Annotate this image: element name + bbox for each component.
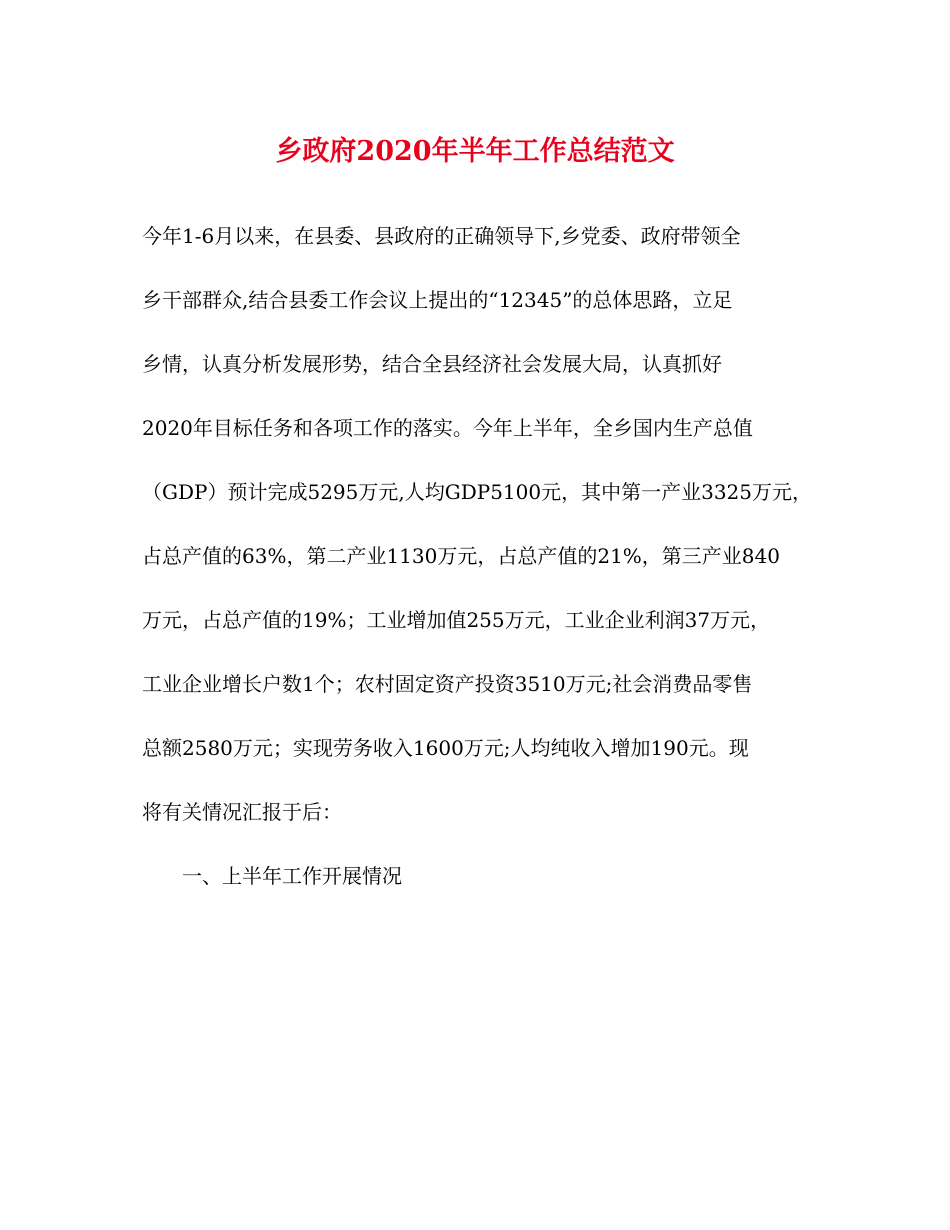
paragraph-line-9: 总额2580万元；实现劳务收入1600万元;人均纯收入增加190元。现: [142, 736, 749, 760]
paragraph-line-2: 乡干部群众,结合县委工作会议上提出的“12345”的总体思路，立足: [142, 288, 733, 312]
paragraph-line-7: 万元，占总产值的19%；工业增加值255万元，工业企业利润37万元，: [142, 608, 771, 632]
paragraph-line-10: 将有关情况汇报于后：: [142, 800, 342, 824]
paragraph-line-1: 今年1-6月以来，在县委、县政府的正确领导下,乡党委、政府带领全: [142, 224, 741, 248]
document-body: [142, 214, 832, 918]
paragraph-line-8: 工业企业增长户数1个；农村固定资产投资3510万元;社会消费品零售: [142, 672, 753, 696]
paragraph-line-3: 乡情，认真分析发展形势，结合全县经济社会发展大局，认真抓好: [142, 352, 722, 376]
section-heading: 一、上半年工作开展情况: [182, 864, 402, 888]
document-title: 乡政府2020年半年工作总结范文: [275, 136, 675, 167]
paragraph-line-6: 占总产值的63%，第二产业1130万元，占总产值的21%，第三产业840: [142, 544, 780, 568]
paragraph-line-4: 2020年目标任务和各项工作的落实。今年上半年，全乡国内生产总值: [142, 416, 753, 440]
paragraph-line-5: （GDP）预计完成5295万元,人均GDP5100元，其中第一产业3325万元，: [142, 480, 812, 504]
